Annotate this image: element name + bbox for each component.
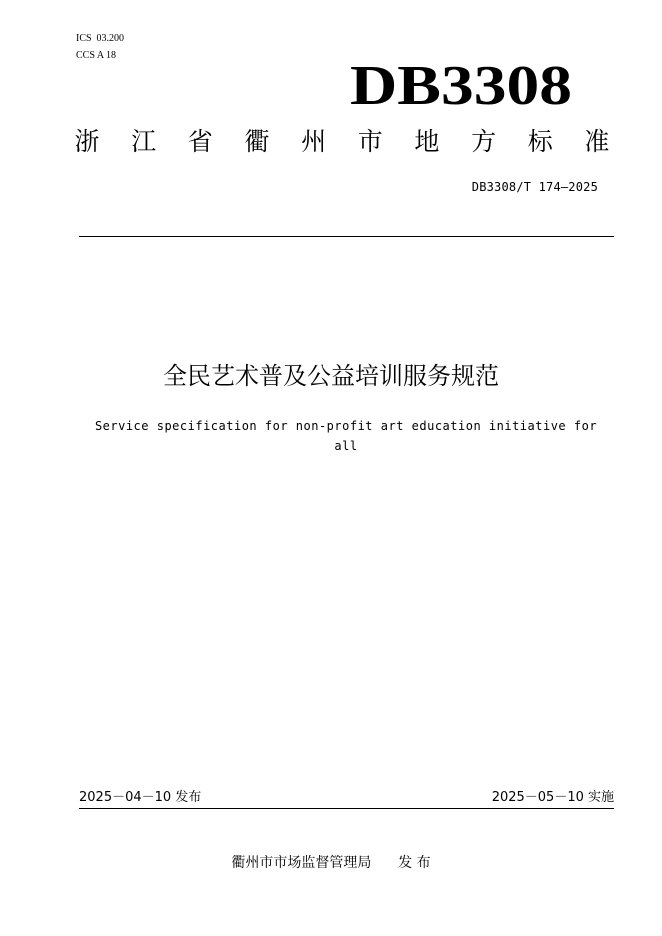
publisher-line (0, 854, 662, 872)
publisher-name: 衢州市市场监督管理局 (231, 855, 372, 871)
agency-char: 省 (187, 127, 213, 156)
implementation-date: 2025－05－10 实施 (491, 790, 614, 805)
agency-char: 衢 (244, 127, 270, 156)
document-title-en: Service specification for non-profit art education initiative for all (94, 419, 598, 453)
agency-char: 方 (471, 127, 497, 156)
standard-number: DB3308/T 174—2025 (471, 180, 598, 194)
svg-text:DB3308: DB3308 (350, 55, 572, 114)
header-divider (79, 236, 614, 237)
agency-char: 江 (131, 127, 157, 156)
agency-char: 市 (357, 127, 383, 156)
agency-char: 浙 (74, 127, 100, 156)
agency-char: 州 (301, 127, 327, 156)
footer-divider (79, 808, 614, 809)
agency-char: 地 (414, 127, 440, 156)
publish-action: 发 布 (398, 855, 431, 871)
db-standard-logo (350, 52, 575, 114)
agency-char: 标 (527, 127, 553, 156)
document-title-zh: 全民艺术普及公益培训服务规范 (163, 362, 499, 390)
ccs-code: CCS A 18 (76, 50, 117, 61)
release-date: 2025－04－10 发布 (79, 790, 202, 805)
ics-code: ICS 03.200 (76, 33, 125, 44)
issuing-agency-title (72, 127, 612, 157)
agency-char: 准 (584, 127, 610, 156)
